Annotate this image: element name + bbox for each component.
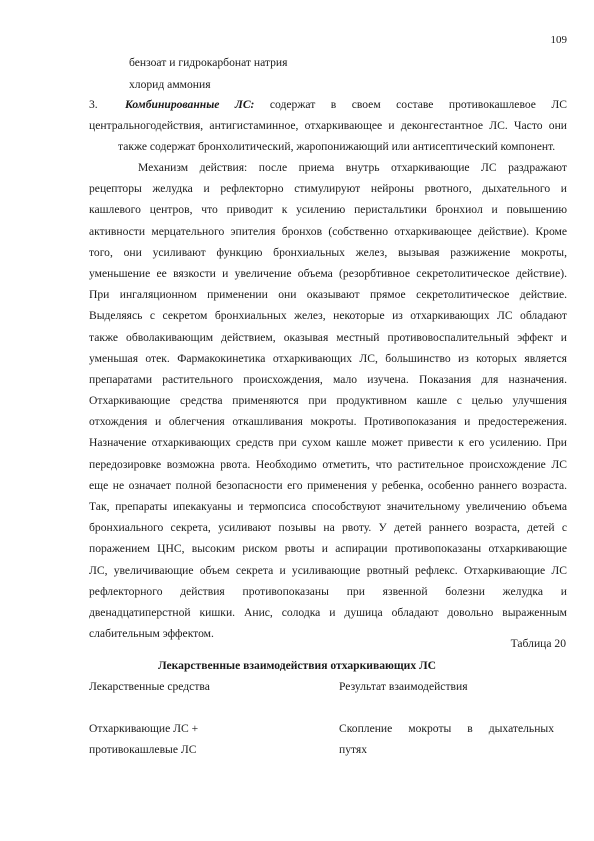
paragraph-line: того, они усиливают функцию бронхиальных желез, вызывая разжижение мокроты,	[89, 245, 567, 259]
table-cell-result-line-2: путях	[339, 743, 368, 756]
section3-line-2: центральногодействия, антигистаминное, отхаркивающее и деконгестантное ЛС. Часто они	[89, 119, 567, 133]
list-item: хлорид аммония	[129, 78, 211, 91]
paragraph-line: отхождения и облегчения откашливания мокроты. Противопоказания и предостережения.	[89, 415, 567, 429]
paragraph-line: препаратами растительного происхождения, мало изучена. Показания для назначения.	[89, 372, 567, 386]
paragraph-line: поражением ЦНС, высоким риском рвоты и аспирации противопоказаны отхаркивающие	[89, 542, 567, 556]
paragraph-line: еще не означает полной безопасности его применения у ребенка, особенно раннего возраста.	[89, 478, 567, 492]
paragraph-line: слабительным эффектом.	[89, 627, 214, 641]
section3-line-1	[89, 94, 567, 115]
paragraph-line: Выделяясь с секретом бронхиальных желез, некоторые из отхаркивающих ЛС обладают	[89, 309, 567, 323]
paragraph-line: При ингаляционном применении они оказывают прямое секретолитическое действие.	[89, 288, 567, 302]
section-term: Комбинированные ЛС:	[125, 98, 255, 111]
paragraph-line: двенадцатиперстной кишки. Анис, солодка и душица обладают довольно выраженным	[89, 605, 567, 619]
paragraph-line: рефлекторного действия противопоказаны при язвенной болезни желудка и	[89, 584, 567, 598]
paragraph-line: активности мерцательного эпителия бронхов (собственно отхаркивающее действие). Кроме	[89, 224, 567, 238]
paragraph-line: бронхиального секрета, усиливают позывы на рвоту. У детей раннего возраста, детей с	[89, 521, 567, 535]
section-combined-drugs	[89, 94, 567, 158]
table-caption: Таблица 20	[510, 637, 566, 650]
paragraph-line: Отхаркивающие средства применяются при продуктивном кашле с целью улучшения	[89, 394, 567, 408]
table-header-result: Результат взаимодействия	[339, 680, 468, 693]
paragraph-line: кашлевого центров, что приводит к усилению перистальтики бронхиол и повышению	[89, 203, 567, 217]
section-number: 3.	[89, 98, 98, 111]
paragraph-line: ЛС, увеличивающие объем секрета и усиливающие рвотный рефлекс. Отхаркивающие ЛС	[89, 563, 567, 577]
section3-line1-rest: содержат в своем составе противокашлевое ЛС	[269, 98, 568, 111]
paragraph-line: также обволакивающим действием, оказывая местный противовоспалительный эффект и	[89, 330, 567, 344]
paragraph-line: Назначение отхаркивающих средств при сухом кашле может привести к его усилению. При	[89, 436, 567, 450]
table-cell-drugs-line-2: противокашлевые ЛС	[89, 743, 197, 756]
paragraph-line: рецепторы желудка и рефлекторно стимулируют нейроны рвотного, дыхательного и	[89, 182, 567, 196]
paragraph-line: уменьшение ее вязкости и увеличение объема (резорбтивное секретолитическое действие).	[89, 266, 567, 280]
paragraph-line: Механизм действия: после приема внутрь отхаркивающие ЛС раздражают	[138, 161, 567, 174]
page-number: 109	[550, 34, 567, 46]
table-cell-result-line-1: Скопление мокроты в дыхательных	[339, 722, 554, 735]
paragraph-line: передозировке возможна рвота. Необходимо отметить, что растительное происхождение ЛС	[89, 457, 567, 471]
paragraph-line: уменьшая отек. Фармакокинетика отхаркивающих ЛС, большинство из которых является	[89, 351, 567, 365]
mechanism-paragraph	[89, 157, 567, 644]
table-cell-drugs-line-1: Отхаркивающие ЛС +	[89, 722, 199, 735]
paragraph-line: Так, препараты ипекакуаны и термопсиса способствуют значительному увеличению объема	[89, 500, 567, 513]
table-title: Лекарственные взаимодействия отхаркивающих ЛС	[157, 659, 437, 672]
list-item: бензоат и гидрокарбонат натрия	[129, 56, 288, 69]
table-header-drugs: Лекарственные средства	[89, 680, 210, 693]
section3-line-3: также содержат бронхолитический, жаропонижающий или антисептический компонент.	[118, 140, 556, 154]
